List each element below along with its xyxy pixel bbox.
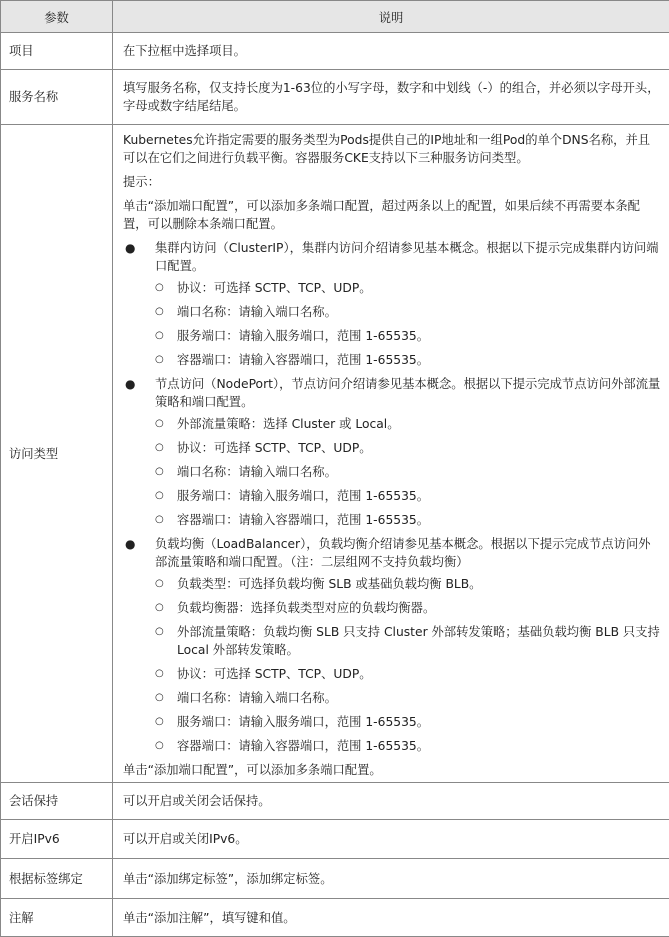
circle-bullet-icon: ○ [155, 487, 164, 505]
list-item: ○ 负载类型：可选择负载均衡 SLB 或基础负载均衡 BLB。 [155, 575, 661, 593]
param-name: 服务名称 [1, 70, 113, 125]
circle-bullet-icon: ○ [155, 415, 164, 433]
list-item: ○ 服务端口：请输入服务端口，范围 1-65535。 [155, 713, 661, 731]
circle-bullet-icon: ○ [155, 303, 164, 321]
list-item: ○ 服务端口：请输入服务端口，范围 1-65535。 [155, 487, 661, 505]
list-item-node-port [123, 375, 661, 529]
node-port-title: 节点访问（NodePort），节点访问介绍请参见基本概念。根据以下提示完成节点访问外部流量策略和端口配置。 [155, 375, 661, 411]
circle-bullet-icon: ○ [155, 689, 164, 707]
list-item-cluster-ip [123, 239, 661, 369]
list-item: ○ 协议：可选择 SCTP、TCP、UDP。 [155, 665, 661, 683]
bullet-icon: ● [125, 239, 135, 257]
list-item-load-balancer [123, 535, 661, 755]
list-item: ○ 外部流量策略：选择 Cluster 或 Local。 [155, 415, 661, 433]
param-name: 会话保持 [1, 783, 113, 820]
circle-bullet-icon: ○ [155, 351, 164, 369]
param-name: 注解 [1, 899, 113, 937]
list-item: ○ 端口名称：请输入端口名称。 [155, 689, 661, 707]
access-type-intro: Kubernetes允许指定需要的服务类型为Pods提供自己的IP地址和一组Pod的单个DNS名称，并且可以在它们之间进行负载平衡。容器服务CKE支持以下三种服务访问类型。 [123, 131, 661, 167]
cluster-ip-title: 集群内访问（ClusterIP），集群内访问介绍请参见基本概念。根据以下提示完成集群内访问端口配置。 [155, 239, 661, 275]
circle-bullet-icon: ○ [155, 279, 164, 297]
param-desc: 单击“添加绑定标签”，添加绑定标签。 [113, 859, 669, 899]
table-row-service-name [1, 70, 669, 125]
cluster-ip-sublist [155, 279, 661, 369]
table-header-row [1, 1, 669, 33]
table-row-project [1, 33, 669, 70]
hint-label: 提示： [123, 173, 661, 191]
bullet-icon: ● [125, 375, 135, 393]
circle-bullet-icon: ○ [155, 599, 164, 617]
list-item: ○ 容器端口：请输入容器端口，范围 1-65535。 [155, 511, 661, 529]
param-desc: 单击“添加注解”，填写键和值。 [113, 899, 669, 937]
param-name: 根据标签绑定 [1, 859, 113, 899]
circle-bullet-icon: ○ [155, 737, 164, 755]
table-row-annotation [1, 899, 669, 937]
circle-bullet-icon: ○ [155, 623, 164, 641]
table-row-ipv6 [1, 820, 669, 859]
circle-bullet-icon: ○ [155, 511, 164, 529]
circle-bullet-icon: ○ [155, 327, 164, 345]
list-item: ○ 端口名称：请输入端口名称。 [155, 463, 661, 481]
param-desc: 在下拉框中选择项目。 [113, 33, 669, 70]
param-desc: 填写服务名称，仅支持长度为1-63位的小写字母，数字和中划线（-）的组合，并必须以字母开头，字母或数字结尾结尾。 [113, 70, 669, 125]
table-row-label-binding [1, 859, 669, 899]
list-item: ○ 外部流量策略：负载均衡 SLB 只支持 Cluster 外部转发策略；基础负载均衡 BLB 只支持 Local 外部转发策略。 [155, 623, 661, 659]
load-balancer-sublist [155, 575, 661, 755]
header-param: 参数 [1, 1, 113, 33]
list-item: ○ 协议：可选择 SCTP、TCP、UDP。 [155, 279, 661, 297]
add-port-note: 单击“添加端口配置”，可以添加多条端口配置，超过两条以上的配置，如果后续不再需要本条配置，可以删除本条端口配置。 [123, 197, 661, 233]
table-row-access-type [1, 125, 669, 783]
header-desc: 说明 [113, 1, 669, 33]
param-name: 开启IPv6 [1, 820, 113, 859]
access-type-list [123, 239, 661, 755]
param-name: 访问类型 [1, 125, 113, 783]
node-port-sublist [155, 415, 661, 529]
list-item: ○ 协议：可选择 SCTP、TCP、UDP。 [155, 439, 661, 457]
table-row-session-keep [1, 783, 669, 820]
list-item: ○ 容器端口：请输入容器端口，范围 1-65535。 [155, 351, 661, 369]
footer-note: 单击“添加端口配置”，可以添加多条端口配置。 [123, 761, 661, 779]
param-desc: 可以开启或关闭会话保持。 [113, 783, 669, 820]
circle-bullet-icon: ○ [155, 713, 164, 731]
param-name: 项目 [1, 33, 113, 70]
circle-bullet-icon: ○ [155, 439, 164, 457]
param-desc: 可以开启或关闭IPv6。 [113, 820, 669, 859]
load-balancer-title: 负载均衡（LoadBalancer），负载均衡介绍请参见基本概念。根据以下提示完成节点访问外部流量策略和端口配置。（注：二层组网不支持负载均衡） [155, 535, 661, 571]
circle-bullet-icon: ○ [155, 575, 164, 593]
list-item: ○ 服务端口：请输入服务端口，范围 1-65535。 [155, 327, 661, 345]
circle-bullet-icon: ○ [155, 665, 164, 683]
list-item: ○ 端口名称：请输入端口名称。 [155, 303, 661, 321]
circle-bullet-icon: ○ [155, 463, 164, 481]
bullet-icon: ● [125, 535, 135, 553]
list-item: ○ 负载均衡器：选择负载类型对应的负载均衡器。 [155, 599, 661, 617]
list-item: ○ 容器端口：请输入容器端口，范围 1-65535。 [155, 737, 661, 755]
access-type-desc [113, 125, 669, 783]
